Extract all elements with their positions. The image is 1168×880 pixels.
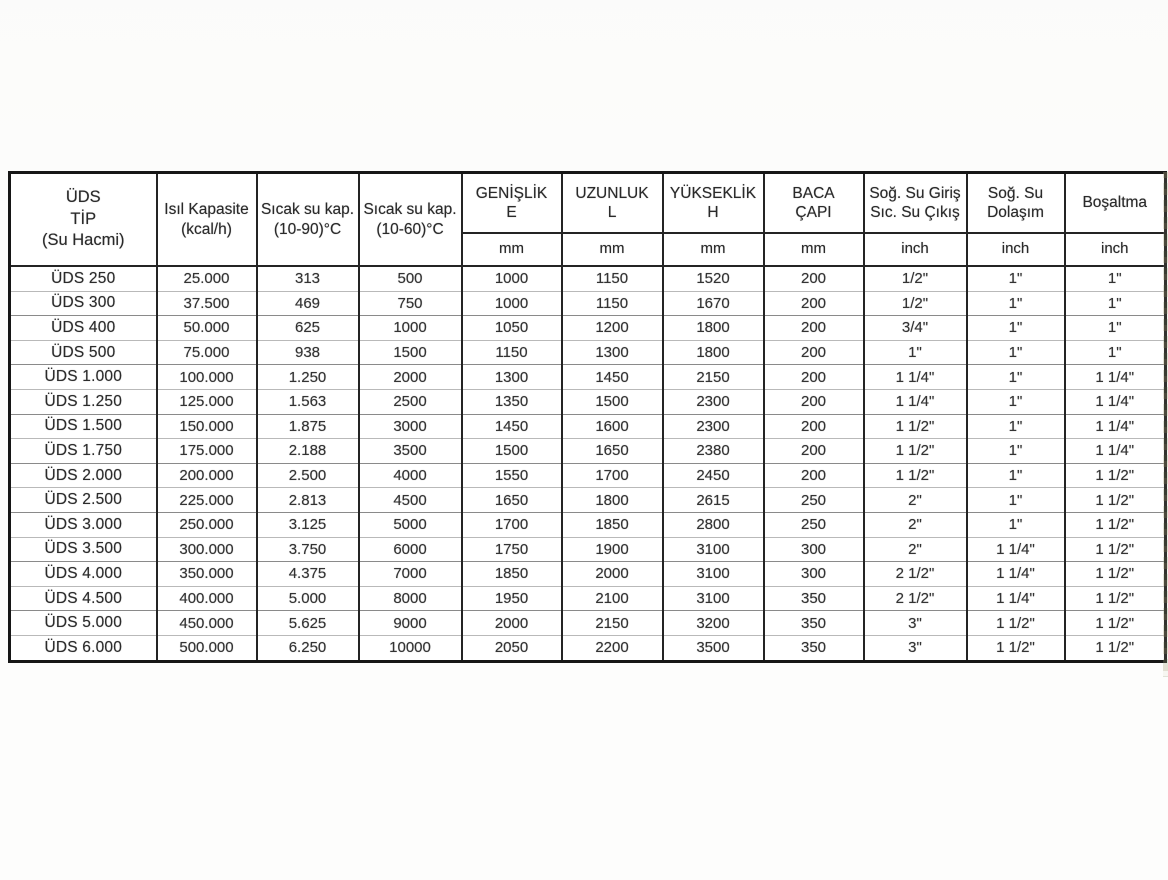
- cell-baca: 200: [764, 291, 864, 316]
- cell-tip: ÜDS 300: [10, 291, 157, 316]
- table-row: [10, 414, 1166, 439]
- cell-bosaltma: 1 1/2": [1065, 537, 1166, 562]
- col-unit-dolasim: inch: [967, 233, 1065, 266]
- cell-kapasite: 400.000: [157, 586, 257, 611]
- cell-bosaltma: 1": [1065, 316, 1166, 341]
- cell-baca: 200: [764, 316, 864, 341]
- cell-yukseklik: 2800: [663, 512, 764, 537]
- cell-uzunluk: 2150: [562, 611, 663, 636]
- cell-genislik: 1850: [462, 562, 562, 587]
- cell-genislik: 1000: [462, 291, 562, 316]
- col-header-sicak-60: Sıcak su kap. (10-60)°C: [359, 173, 462, 267]
- cell-uzunluk: 1900: [562, 537, 663, 562]
- cell-baca: 350: [764, 586, 864, 611]
- cell-dolasim: 1 1/4": [967, 562, 1065, 587]
- cell-genislik: 1450: [462, 414, 562, 439]
- cell-sicak-90: 2.500: [257, 463, 359, 488]
- cell-dolasim: 1": [967, 266, 1065, 291]
- cell-sicak-90: 3.750: [257, 537, 359, 562]
- cell-genislik: 1750: [462, 537, 562, 562]
- cell-sicak-90: 5.000: [257, 586, 359, 611]
- cell-sicak-60: 1500: [359, 340, 462, 365]
- cell-kapasite: 75.000: [157, 340, 257, 365]
- cell-yukseklik: 1800: [663, 316, 764, 341]
- table-row: [10, 611, 1166, 636]
- cell-baca: 300: [764, 562, 864, 587]
- cell-yukseklik: 1520: [663, 266, 764, 291]
- cell-genislik: 1500: [462, 439, 562, 464]
- cell-yukseklik: 2300: [663, 414, 764, 439]
- cell-dolasim: 1": [967, 316, 1065, 341]
- table-row: [10, 586, 1166, 611]
- col-unit-genislik: mm: [462, 233, 562, 266]
- cell-giris-cikis: 1 1/4": [864, 389, 967, 414]
- cell-bosaltma: 1 1/2": [1065, 586, 1166, 611]
- cell-uzunluk: 2000: [562, 562, 663, 587]
- cell-sicak-60: 500: [359, 266, 462, 291]
- cell-uzunluk: 2200: [562, 635, 663, 661]
- col-header-tip: ÜDS TİP (Su Hacmi): [10, 173, 157, 267]
- table-row: [10, 266, 1166, 291]
- cell-sicak-60: 3500: [359, 439, 462, 464]
- table-row: [10, 488, 1166, 513]
- cell-bosaltma: 1": [1065, 266, 1166, 291]
- cell-sicak-90: 1.250: [257, 365, 359, 390]
- cell-bosaltma: 1 1/2": [1065, 463, 1166, 488]
- cell-sicak-90: 3.125: [257, 512, 359, 537]
- cell-kapasite: 150.000: [157, 414, 257, 439]
- cell-kapasite: 250.000: [157, 512, 257, 537]
- cell-tip: ÜDS 250: [10, 266, 157, 291]
- header-name-row: [10, 173, 1166, 234]
- cell-kapasite: 100.000: [157, 365, 257, 390]
- cell-baca: 200: [764, 266, 864, 291]
- cell-tip: ÜDS 4.000: [10, 562, 157, 587]
- col-header-bosaltma: Boşaltma: [1065, 173, 1166, 234]
- cell-dolasim: 1 1/4": [967, 537, 1065, 562]
- cell-tip: ÜDS 2.000: [10, 463, 157, 488]
- cell-yukseklik: 2150: [663, 365, 764, 390]
- cell-genislik: 1950: [462, 586, 562, 611]
- cell-baca: 350: [764, 611, 864, 636]
- cell-baca: 200: [764, 389, 864, 414]
- cell-bosaltma: 1 1/4": [1065, 439, 1166, 464]
- cell-kapasite: 225.000: [157, 488, 257, 513]
- cell-dolasim: 1 1/4": [967, 586, 1065, 611]
- cell-sicak-60: 3000: [359, 414, 462, 439]
- cell-baca: 200: [764, 439, 864, 464]
- cell-uzunluk: 2100: [562, 586, 663, 611]
- cell-sicak-90: 938: [257, 340, 359, 365]
- cell-dolasim: 1 1/2": [967, 635, 1065, 661]
- cell-genislik: 1150: [462, 340, 562, 365]
- cell-genislik: 1050: [462, 316, 562, 341]
- table-body: [10, 266, 1166, 661]
- cell-kapasite: 125.000: [157, 389, 257, 414]
- cell-sicak-90: 5.625: [257, 611, 359, 636]
- col-header-genislik: GENİŞLİK E: [462, 173, 562, 234]
- cell-yukseklik: 2450: [663, 463, 764, 488]
- cell-genislik: 1700: [462, 512, 562, 537]
- cell-genislik: 2000: [462, 611, 562, 636]
- cell-sicak-90: 625: [257, 316, 359, 341]
- cell-yukseklik: 1800: [663, 340, 764, 365]
- cell-sicak-90: 313: [257, 266, 359, 291]
- cell-bosaltma: 1 1/4": [1065, 414, 1166, 439]
- cell-uzunluk: 1800: [562, 488, 663, 513]
- cell-sicak-60: 4000: [359, 463, 462, 488]
- cell-sicak-90: 6.250: [257, 635, 359, 661]
- cell-tip: ÜDS 5.000: [10, 611, 157, 636]
- cell-tip: ÜDS 500: [10, 340, 157, 365]
- cell-sicak-60: 4500: [359, 488, 462, 513]
- cell-tip: ÜDS 1.750: [10, 439, 157, 464]
- cell-sicak-60: 6000: [359, 537, 462, 562]
- cell-baca: 250: [764, 488, 864, 513]
- table-row: [10, 635, 1166, 661]
- cell-dolasim: 1": [967, 389, 1065, 414]
- cell-sicak-90: 2.813: [257, 488, 359, 513]
- cell-sicak-60: 9000: [359, 611, 462, 636]
- cell-giris-cikis: 1/2": [864, 291, 967, 316]
- cell-bosaltma: 1 1/4": [1065, 365, 1166, 390]
- cell-kapasite: 350.000: [157, 562, 257, 587]
- cell-yukseklik: 2615: [663, 488, 764, 513]
- cell-baca: 250: [764, 512, 864, 537]
- cell-giris-cikis: 1 1/4": [864, 365, 967, 390]
- cell-baca: 200: [764, 414, 864, 439]
- cell-giris-cikis: 1": [864, 340, 967, 365]
- cell-genislik: 1000: [462, 266, 562, 291]
- cell-kapasite: 175.000: [157, 439, 257, 464]
- cell-sicak-60: 10000: [359, 635, 462, 661]
- cell-uzunluk: 1850: [562, 512, 663, 537]
- cell-genislik: 1350: [462, 389, 562, 414]
- cell-dolasim: 1": [967, 414, 1065, 439]
- cell-baca: 300: [764, 537, 864, 562]
- cell-sicak-60: 7000: [359, 562, 462, 587]
- cell-yukseklik: 2380: [663, 439, 764, 464]
- cell-baca: 350: [764, 635, 864, 661]
- cell-kapasite: 500.000: [157, 635, 257, 661]
- cell-kapasite: 450.000: [157, 611, 257, 636]
- cell-uzunluk: 1200: [562, 316, 663, 341]
- cell-uzunluk: 1600: [562, 414, 663, 439]
- cell-bosaltma: 1 1/2": [1065, 562, 1166, 587]
- cell-baca: 200: [764, 463, 864, 488]
- cell-giris-cikis: 1 1/2": [864, 463, 967, 488]
- cell-bosaltma: 1 1/4": [1065, 389, 1166, 414]
- table-row: [10, 365, 1166, 390]
- table-row: [10, 316, 1166, 341]
- cell-tip: ÜDS 6.000: [10, 635, 157, 661]
- cell-giris-cikis: 3": [864, 611, 967, 636]
- cell-sicak-90: 4.375: [257, 562, 359, 587]
- cell-sicak-90: 469: [257, 291, 359, 316]
- cell-genislik: 2050: [462, 635, 562, 661]
- cell-uzunluk: 1150: [562, 266, 663, 291]
- cell-giris-cikis: 2": [864, 488, 967, 513]
- cell-kapasite: 25.000: [157, 266, 257, 291]
- cell-dolasim: 1": [967, 365, 1065, 390]
- cell-sicak-90: 2.188: [257, 439, 359, 464]
- cell-bosaltma: 1": [1065, 291, 1166, 316]
- cell-tip: ÜDS 1.500: [10, 414, 157, 439]
- cell-tip: ÜDS 1.000: [10, 365, 157, 390]
- cell-dolasim: 1": [967, 340, 1065, 365]
- cell-tip: ÜDS 1.250: [10, 389, 157, 414]
- table-row: [10, 439, 1166, 464]
- cell-yukseklik: 3100: [663, 537, 764, 562]
- cell-tip: ÜDS 4.500: [10, 586, 157, 611]
- table-row: [10, 340, 1166, 365]
- col-header-sicak-90: Sıcak su kap. (10-90)°C: [257, 173, 359, 267]
- cell-uzunluk: 1300: [562, 340, 663, 365]
- cell-bosaltma: 1 1/2": [1065, 488, 1166, 513]
- cell-yukseklik: 2300: [663, 389, 764, 414]
- table-row: [10, 537, 1166, 562]
- table-header: [10, 173, 1166, 267]
- cell-baca: 200: [764, 340, 864, 365]
- cell-sicak-60: 750: [359, 291, 462, 316]
- cell-tip: ÜDS 3.000: [10, 512, 157, 537]
- cell-uzunluk: 1500: [562, 389, 663, 414]
- cell-kapasite: 37.500: [157, 291, 257, 316]
- cell-bosaltma: 1 1/2": [1065, 611, 1166, 636]
- cell-dolasim: 1": [967, 488, 1065, 513]
- cell-bosaltma: 1 1/2": [1065, 635, 1166, 661]
- cell-kapasite: 200.000: [157, 463, 257, 488]
- col-header-kapasite: Isıl Kapasite (kcal/h): [157, 173, 257, 267]
- col-header-giris-cikis: Soğ. Su Giriş Sıc. Su Çıkış: [864, 173, 967, 234]
- cell-giris-cikis: 2 1/2": [864, 562, 967, 587]
- cell-uzunluk: 1700: [562, 463, 663, 488]
- table-row: [10, 562, 1166, 587]
- col-unit-yukseklik: mm: [663, 233, 764, 266]
- col-header-uzunluk: UZUNLUK L: [562, 173, 663, 234]
- cell-baca: 200: [764, 365, 864, 390]
- cell-dolasim: 1 1/2": [967, 611, 1065, 636]
- cell-kapasite: 50.000: [157, 316, 257, 341]
- scan-artifact-strip: [1163, 172, 1168, 677]
- col-unit-bosaltma: inch: [1065, 233, 1166, 266]
- cell-giris-cikis: 2": [864, 512, 967, 537]
- cell-uzunluk: 1650: [562, 439, 663, 464]
- cell-sicak-60: 8000: [359, 586, 462, 611]
- cell-yukseklik: 3200: [663, 611, 764, 636]
- cell-yukseklik: 1670: [663, 291, 764, 316]
- cell-sicak-90: 1.875: [257, 414, 359, 439]
- cell-yukseklik: 3500: [663, 635, 764, 661]
- cell-dolasim: 1": [967, 439, 1065, 464]
- table-row: [10, 512, 1166, 537]
- table-row: [10, 389, 1166, 414]
- cell-giris-cikis: 1/2": [864, 266, 967, 291]
- table-row: [10, 291, 1166, 316]
- cell-giris-cikis: 2 1/2": [864, 586, 967, 611]
- cell-genislik: 1550: [462, 463, 562, 488]
- col-unit-uzunluk: mm: [562, 233, 663, 266]
- cell-uzunluk: 1450: [562, 365, 663, 390]
- cell-sicak-60: 5000: [359, 512, 462, 537]
- cell-sicak-60: 2500: [359, 389, 462, 414]
- cell-kapasite: 300.000: [157, 537, 257, 562]
- cell-giris-cikis: 1 1/2": [864, 414, 967, 439]
- cell-giris-cikis: 1 1/2": [864, 439, 967, 464]
- cell-bosaltma: 1 1/2": [1065, 512, 1166, 537]
- uds-spec-table: [8, 171, 1167, 663]
- cell-genislik: 1300: [462, 365, 562, 390]
- cell-giris-cikis: 2": [864, 537, 967, 562]
- cell-sicak-90: 1.563: [257, 389, 359, 414]
- cell-tip: ÜDS 3.500: [10, 537, 157, 562]
- table-row: [10, 463, 1166, 488]
- cell-bosaltma: 1": [1065, 340, 1166, 365]
- cell-uzunluk: 1150: [562, 291, 663, 316]
- cell-genislik: 1650: [462, 488, 562, 513]
- cell-yukseklik: 3100: [663, 586, 764, 611]
- col-header-dolasim: Soğ. Su Dolaşım: [967, 173, 1065, 234]
- cell-sicak-60: 2000: [359, 365, 462, 390]
- cell-dolasim: 1": [967, 512, 1065, 537]
- col-unit-giris-cikis: inch: [864, 233, 967, 266]
- cell-tip: ÜDS 400: [10, 316, 157, 341]
- cell-giris-cikis: 3": [864, 635, 967, 661]
- col-header-baca: BACA ÇAPI: [764, 173, 864, 234]
- cell-dolasim: 1": [967, 463, 1065, 488]
- cell-yukseklik: 3100: [663, 562, 764, 587]
- cell-dolasim: 1": [967, 291, 1065, 316]
- cell-sicak-60: 1000: [359, 316, 462, 341]
- col-unit-baca: mm: [764, 233, 864, 266]
- col-header-yukseklik: YÜKSEKLİK H: [663, 173, 764, 234]
- cell-giris-cikis: 3/4": [864, 316, 967, 341]
- cell-tip: ÜDS 2.500: [10, 488, 157, 513]
